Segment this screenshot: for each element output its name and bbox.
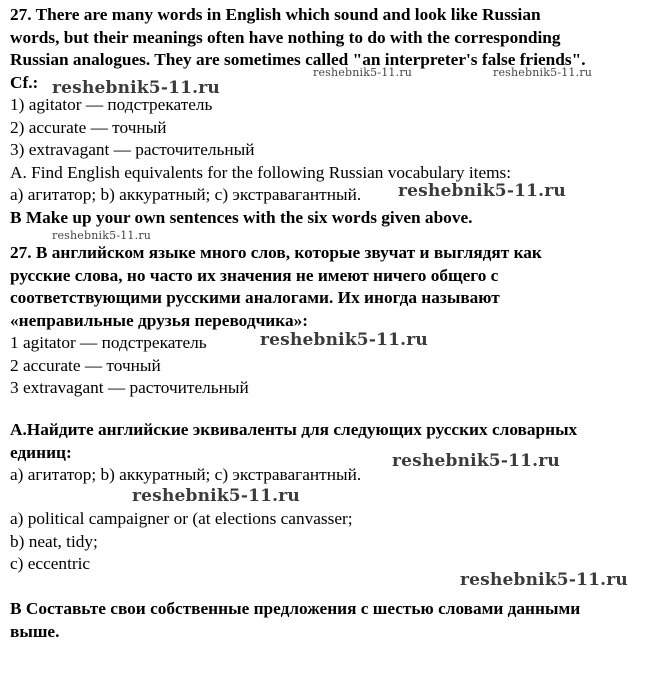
translation-line-1: 27. В английском языке много слов, которые звучат и выглядят как [10, 243, 542, 262]
watermark: reshebnik5-11.ru [460, 570, 628, 590]
answer-a-answer-1: a) political campaigner or (at elections canvasser; [10, 509, 353, 528]
answer-a-answer-3: c) eccentric [10, 554, 91, 573]
translation-example-1: 1 agitator — подстрекатель [10, 333, 207, 352]
answer-b-line-2: выше. [10, 621, 60, 641]
intro-line-1: 27. There are many words in English which sound and look like Russian [10, 5, 541, 24]
translation-line-4: «неправильные друзья переводчика»: [10, 310, 308, 330]
example-2: 2) accurate — точный [10, 117, 167, 137]
example-1: 1) agitator — подстрекатель [10, 95, 213, 114]
cf-label: Cf.: [10, 72, 39, 92]
watermark: reshebnik5-11.ru [260, 330, 428, 350]
watermark: reshebnik5-11.ru [398, 181, 566, 201]
task-b: B Make up your own sentences with the six words given above. [10, 207, 473, 227]
answer-a-items: а) агитатор; b) аккуратный; с) экстравагантный. [10, 465, 362, 484]
watermark: reshebnik5-11.ru [392, 451, 560, 471]
watermark: reshebnik5-11.ru [493, 66, 593, 79]
intro-line-3: Russian analogues. They are sometimes called "an interpreter's false friends". [10, 50, 586, 69]
answer-a-answer-2: b) neat, tidy; [10, 531, 98, 551]
watermark: reshebnik5-11.ru [313, 66, 413, 79]
translation-example-3: 3 extravagant — расточительный [10, 378, 249, 397]
answer-b-line-1: В Составьте свои собственные предложения с шестью словами данными [10, 599, 581, 618]
task-a-items: a) агитатор; b) аккуратный; c) экстравагантный. [10, 185, 362, 204]
answer-a-heading-1: А.Найдите английские эквиваленты для следующих русских словарных [10, 420, 578, 439]
answer-a-heading-2: единиц: [10, 442, 72, 462]
example-3: 3) extravagant — расточительный [10, 140, 255, 159]
watermark: reshebnik5-11.ru [132, 486, 300, 506]
translation-line-2: русские слова, но часто их значения не имеют ничего общего с [10, 265, 499, 285]
task-a-prompt: A. Find English equivalents for the following Russian vocabulary items: [10, 162, 512, 182]
watermark: reshebnik5-11.ru [52, 229, 152, 242]
intro-line-2: words, but their meanings often have nothing to do with the corresponding [10, 27, 561, 47]
translation-line-3: соответствующими русскими аналогами. Их иногда называют [10, 288, 500, 307]
watermark: reshebnik5-11.ru [52, 78, 220, 98]
translation-example-2: 2 accurate — точный [10, 355, 161, 375]
